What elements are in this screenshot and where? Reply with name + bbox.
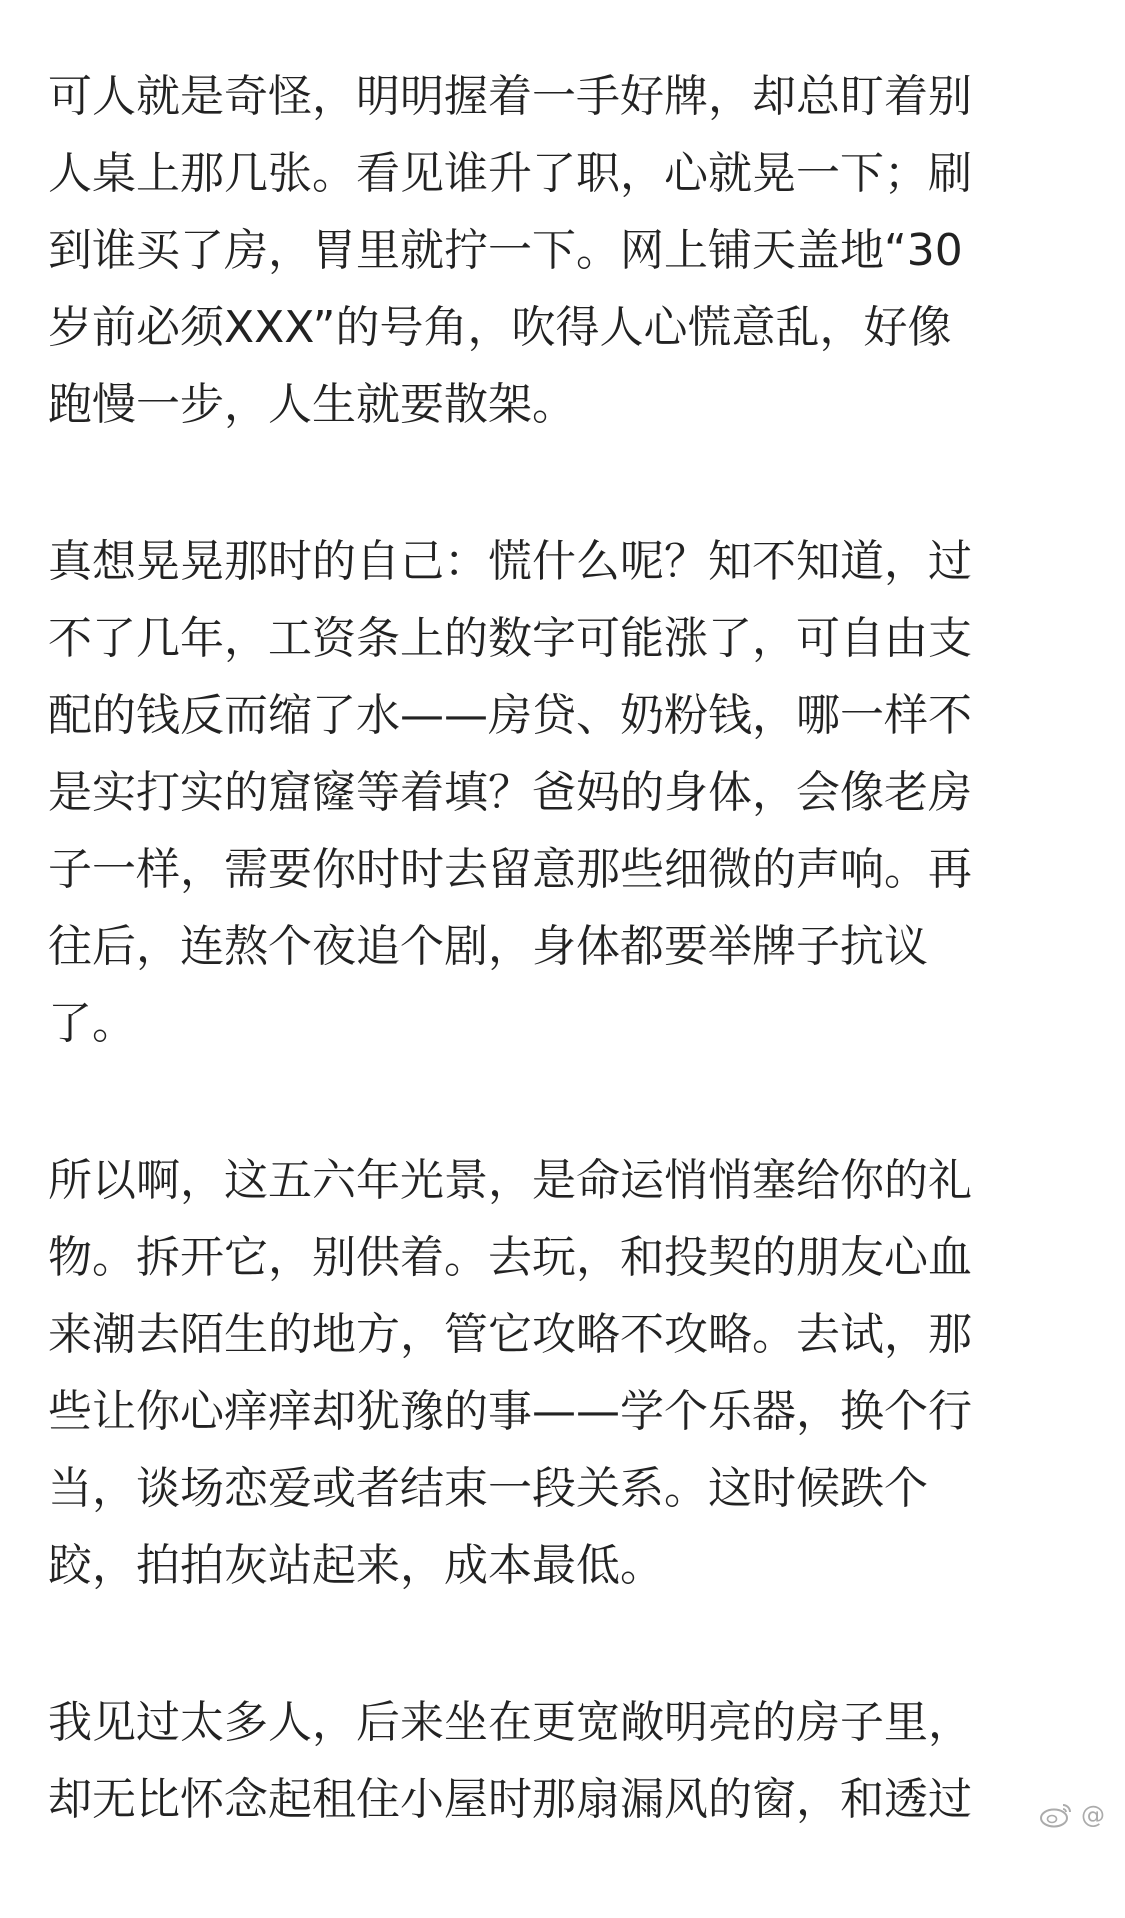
text-line: 来潮去陌生的地方，管它攻略不攻略。去试，那	[48, 1309, 972, 1360]
text-line: 所以啊，这五六年光景，是命运悄悄塞给你的礼	[48, 1155, 972, 1206]
article-body	[48, 58, 1078, 1918]
text-line: 子一样，需要你时时去留意那些细微的声响。再	[48, 844, 972, 895]
weibo-watermark	[1039, 1801, 1105, 1829]
paragraph-4	[48, 1684, 1078, 1838]
text-line: 人桌上那几张。看见谁升了职，心就晃一下；刷	[48, 148, 972, 199]
text-line: 可人就是奇怪，明明握着一手好牌，却总盯着别	[48, 71, 972, 122]
text-line: 我见过太多人，后来坐在更宽敞明亮的房子里，	[48, 1697, 972, 1748]
text-line: 些让你心痒痒却犹豫的事——学个乐器，换个行	[48, 1386, 972, 1437]
text-line: 到谁买了房，胃里就拧一下。网上铺天盖地“30	[48, 225, 963, 276]
text-line: 不了几年，工资条上的数字可能涨了，可自由支	[48, 613, 972, 664]
text-line: 配的钱反而缩了水——房贷、奶粉钱，哪一样不	[48, 690, 972, 741]
paragraph-3	[48, 1142, 1078, 1604]
text-line: 当，谈场恋爱或者结束一段关系。这时候跌个	[48, 1463, 928, 1514]
paragraph-2	[48, 523, 1078, 1062]
text-line: 岁前必须XXX”的号角，吹得人心慌意乱，好像	[48, 302, 952, 353]
weibo-icon	[1039, 1802, 1073, 1828]
text-line: 却无比怀念起租住小屋时那扇漏风的窗，和透过	[48, 1774, 972, 1825]
paragraph-1	[48, 58, 1078, 443]
text-line: 往后，连熬个夜追个剧，身体都要举牌子抗议	[48, 921, 928, 972]
text-line: 物。拆开它，别供着。去玩，和投契的朋友心血	[48, 1232, 972, 1283]
text-line: 了。	[48, 998, 136, 1049]
text-line: 是实打实的窟窿等着填？爸妈的身体，会像老房	[48, 767, 972, 818]
watermark-text: @	[1081, 1801, 1105, 1829]
text-line: 跤，拍拍灰站起来，成本最低。	[48, 1540, 664, 1591]
text-line: 真想晃晃那时的自己：慌什么呢？知不知道，过	[48, 536, 972, 587]
text-line: 跑慢一步，人生就要散架。	[48, 379, 576, 430]
